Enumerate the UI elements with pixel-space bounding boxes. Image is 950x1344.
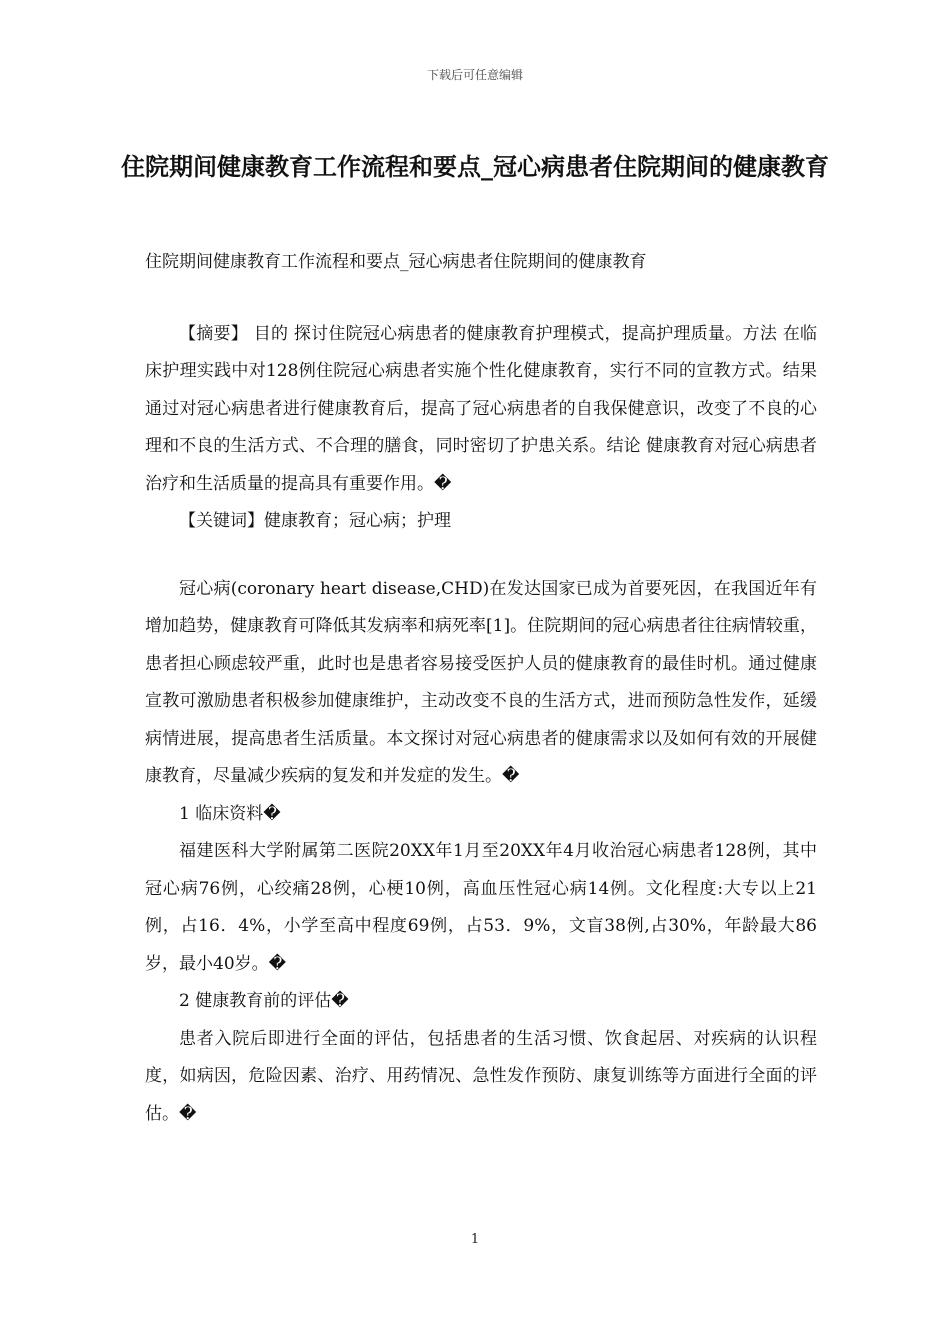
section-1-body: 福建医科大学附属第二医院20XX年1月至20XX年4月收治冠心病患者128例，其中冠心病76例，心绞痛28例，心梗10例，高血压性冠心病14例。文化程度:大专以上21例，占16．4%，小学至高中程度69例，占53．9%，文盲38例,占30%，年龄最大86岁，最小40岁。� bbox=[145, 841, 817, 974]
keywords-paragraph: 【关键词】健康教育；冠心病；护理 bbox=[179, 511, 451, 531]
intro-paragraph: 冠心病(coronary heart disease,CHD)在发达国家已成为首要死因，在我国近年有增加趋势，健康教育可降低其发病率和病死率[1]。住院期间的冠心病患者往往病情较重，患者担心顾虑较严重，此时也是患者容易接受医护人员的健康教育的最佳时机。通过健康宣教可激励患者积极参加健康维护，主动改变不良的生活方式，进而预防急性发作，延缓病情进展，提高患者生活质量。本文探讨对冠心病患者的健康需求以及如何有效的开展健康教育，尽量减少疾病的复发和并发症的发生。� bbox=[145, 578, 817, 786]
header-note: 下载后可任意编辑 bbox=[426, 68, 523, 82]
document-subtitle: 住院期间健康教育工作流程和要点_冠心病患者住院期间的健康教育 bbox=[145, 252, 647, 272]
section-1-heading: 1 临床资料� bbox=[179, 803, 281, 824]
section-2-body: 患者入院后即进行全面的评估，包括患者的生活习惯、饮食起居、对疾病的认识程度，如病因，危险因素、治疗、用药情况、急性发作预防、康复训练等方面进行全面的评估。� bbox=[145, 1028, 817, 1124]
abstract-paragraph: 【摘要】 目的 探讨住院冠心病患者的健康教育护理模式，提高护理质量。方法 在临床护理实践中对128例住院冠心病患者实施个性化健康教育，实行不同的宣教方式。结果 通过对冠心病患者进行健康教育后，提高了冠心病患者的自我保健意识，改变了不良的心理和不良的生活方式、不合理的膳食，同时密切了护患关系。结论 健康教育对冠心病患者治疗和生活质量的提高具有重要作用。� bbox=[145, 323, 817, 494]
document-body bbox=[145, 244, 817, 1133]
section-2-heading: 2 健康教育前的评估� bbox=[179, 991, 349, 1011]
page-number: 1 bbox=[470, 1232, 480, 1247]
document-title: 住院期间健康教育工作流程和要点_冠心病患者住院期间的健康教育 bbox=[121, 153, 829, 181]
